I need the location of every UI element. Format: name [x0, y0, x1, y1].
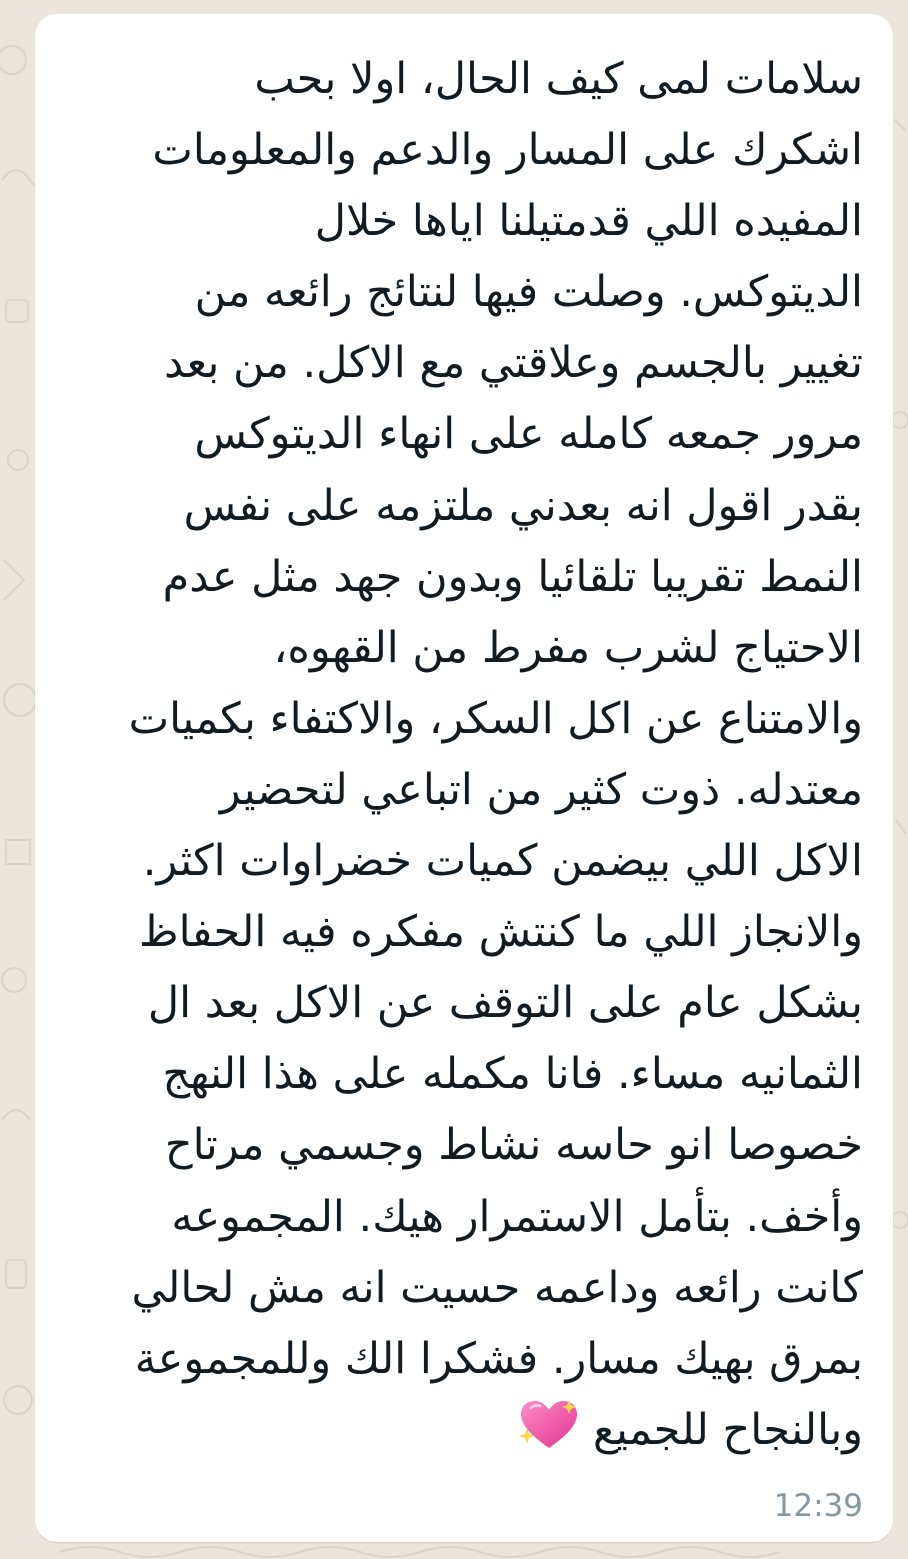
sparkling-heart-icon	[517, 1398, 581, 1452]
message-text	[63, 44, 863, 1466]
message-line: المفيده اللي قدمتيلنا اياها خلال	[314, 196, 863, 247]
message-line: الثمانيه مساء. فانا مكمله على هذا النهج	[162, 1049, 863, 1100]
message-line: بشكل عام على التوقف عن الاكل بعد ال	[147, 978, 863, 1029]
message-line: وأخف. بتأمل الاستمرار هيك. المجموعه	[171, 1191, 863, 1242]
message-line: النمط تقريبا تلقائيا وبدون جهد مثل عدم	[162, 551, 863, 602]
message-line: تغيير بالجسم وعلاقتي مع الاكل. من بعد	[164, 338, 863, 389]
message-line: بمرق بهيك مسار. فشكرا الك وللمجموعة	[134, 1333, 863, 1384]
message-line: خصوصا انو حاسه نشاط وجسمي مرتاح	[164, 1120, 863, 1171]
message-line: اشكرك على المسار والدعم والمعلومات	[152, 125, 863, 176]
message-line: الاكل اللي بيضمن كميات خضراوات اكثر.	[142, 836, 863, 887]
message-line: كانت رائعه وداعمه حسيت انه مش لحالي	[131, 1262, 863, 1313]
message-line: بقدر اقول انه بعدني ملتزمه على نفس	[183, 480, 863, 531]
message-line: معتدله. ذوت كثير من اتباعي لتحضير	[219, 764, 863, 815]
message-line: الاحتياج لشرب مفرط من القهوه،	[273, 622, 863, 673]
message-timestamp: 12:39	[773, 1488, 863, 1524]
message-line: مرور جمعه كامله على انهاء الديتوكس	[194, 409, 863, 460]
message-bubble[interactable]	[35, 14, 893, 1542]
message-line: وبالنجاح للجميع	[592, 1404, 863, 1455]
message-line: الديتوكس. وصلت فيها لنتائج رائعه من	[194, 267, 863, 318]
message-line: سلامات لمى كيف الحال، اولا بحب	[254, 54, 863, 104]
message-line: والامتناع عن اكل السكر، والاكتفاء بكميات	[128, 693, 863, 744]
message-line: والانجاز اللي ما كنتش مفكره فيه الحفاظ	[138, 907, 863, 958]
